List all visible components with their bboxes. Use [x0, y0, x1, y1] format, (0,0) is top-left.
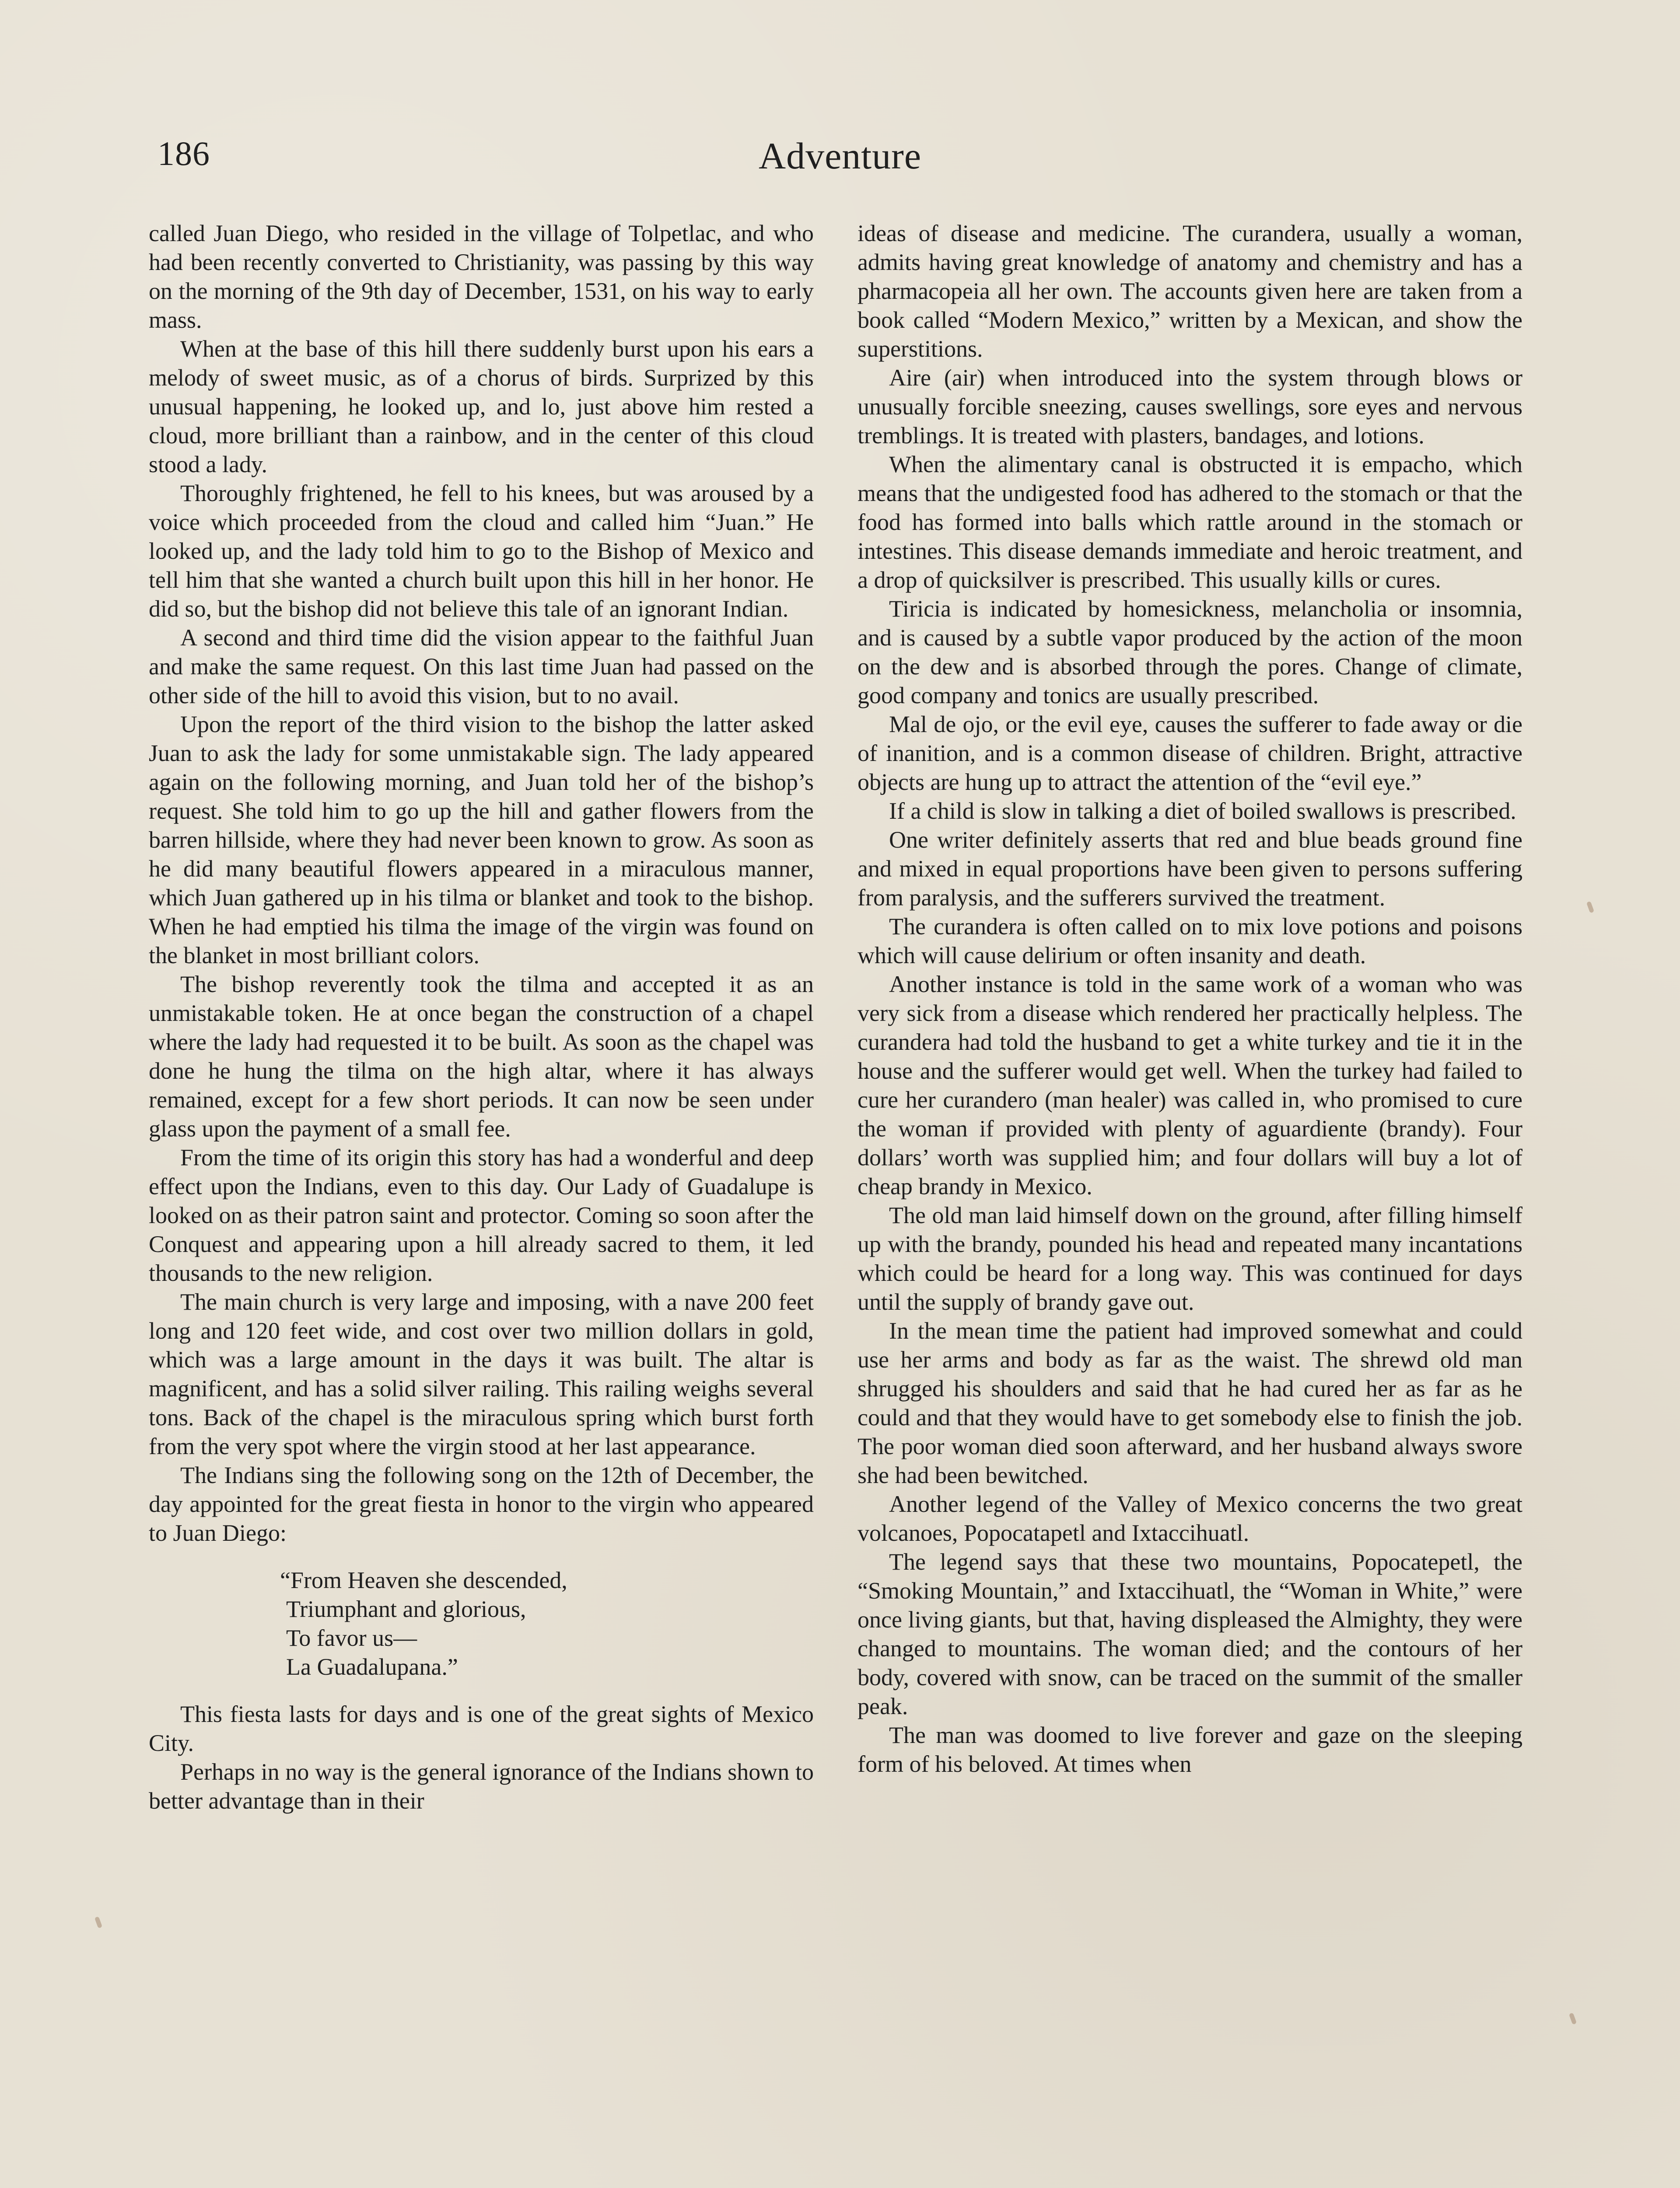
paper-speck: [1569, 2013, 1577, 2025]
poem-line: Triumphant and glorious,: [286, 1596, 526, 1622]
paragraph: The man was doomed to live forever and gaze on the sleeping form of his beloved. At times when: [858, 1722, 1522, 1777]
paragraph: The main church is very large and imposing, with a nave 200 feet long and 120 feet wide, and cost over two million dollars in gold, which was a large amount in the days it was built. The altar is magnificent, and has a solid silver railing. This railing weighs several tons. Back of the chapel is the miraculous spring which burst forth from the very spot where the virgin stood at her last appearance.: [149, 1289, 814, 1459]
paragraph: When the alimentary canal is obstructed it is empacho, which means that the undigested food has adhered to the stomach or that the food has formed into balls which rattle around in the stomach or intestines. This disease demands immediate and heroic treatment, and a drop of quicksilver is prescribed. This usually kills or cures.: [858, 451, 1522, 593]
left-column: [149, 219, 814, 2188]
paragraph: A second and third time did the vision appear to the faithful Juan and make the same request. On this last time Juan had passed on the other side of the hill to avoid this vision, but to no avail.: [149, 624, 814, 708]
paragraph: Upon the report of the third vision to the bishop the latter asked Juan to ask the lady for some unmistakable sign. The lady appeared again on the following morning, and Juan told her of the bishop’s request. She told him to go up the hill and gather flowers from the barren hillside, where they had never been known to grow. As soon as he did many beautiful flowers appeared in a miraculous manner, which Juan gathered up in his tilma or blanket and took to the bishop. When he had emptied his tilma the image of the virgin was found on the blanket in most brilliant colors.: [149, 711, 814, 968]
paragraph: The curandera is often called on to mix love potions and poisons which will cause delirium or often insanity and death.: [858, 913, 1522, 968]
paragraph: Aire (air) when introduced into the system through blows or unusually forcible sneezing, causes swellings, sore eyes and nervous tremblings. It is treated with plasters, bandages, and lotions.: [858, 365, 1522, 449]
paragraph: From the time of its origin this story has had a wonderful and deep effect upon the Indians, even to this day. Our Lady of Guadalupe is looked on as their patron saint and protector. Coming so soon after the Conquest and appearing upon a hill already sacred to them, it led thousands to the new religion.: [149, 1144, 814, 1286]
paper-speck: [1586, 901, 1594, 913]
paragraph: Another instance is told in the same work of a woman who was very sick from a disease which rendered her practically helpless. The curandera had told the husband to get a white turkey and tie it in the house and the sufferer would get well. When the turkey had failed to cure her curandero (man healer) was called in, who promised to cure the woman if provided with plenty of aguardiente (brandy). Four dollars’ worth was supplied him; and four dollars will buy a lot of cheap brandy in Mexico.: [858, 971, 1522, 1199]
paragraph: called Juan Diego, who resided in the village of Tolpetlac, and who had been recently converted to Christianity, was passing by this way on the morning of the 9th day of December, 1531, on his way to early mass.: [149, 220, 814, 333]
paragraph: If a child is slow in talking a diet of boiled swallows is prescribed.: [889, 798, 1516, 824]
poem-line: To favor us—: [286, 1625, 417, 1651]
poem: [280, 1566, 814, 1681]
paragraph: The bishop reverently took the tilma and accepted it as an unmistakable token. He at once began the construction of a chapel where the lady had requested it to be built. As soon as the chapel was done he hung the tilma on the high altar, where it has always remained, except for a few short periods. It can now be seen under glass upon the payment of a small fee.: [149, 971, 814, 1142]
paragraph: Mal de ojo, or the evil eye, causes the sufferer to fade away or die of inanition, and is a common disease of children. Bright, attractive objects are hung up to attract the attention of the “evil eye.”: [858, 711, 1522, 795]
paper-speck: [94, 1916, 102, 1929]
paragraph: This fiesta lasts for days and is one of the great sights of Mexico City.: [149, 1701, 814, 1756]
running-title: Adventure: [759, 135, 921, 177]
paragraph: In the mean time the patient had improved somewhat and could use her arms and body as far as the waist. The shrewd old man shrugged his shoulders and said that he had cured her as far as he could and that they would have to get somebody else to finish the job. The poor woman died soon afterward, and her husband always swore she had been bewitched.: [858, 1318, 1522, 1488]
page-number: 186: [158, 134, 210, 172]
paragraph: Perhaps in no way is the general ignorance of the Indians shown to better advantage than in their: [149, 1759, 814, 1814]
paragraph: Thoroughly frightened, he fell to his knees, but was aroused by a voice which proceeded from the cloud and called him “Juan.” He looked up, and the lady told him to go to the Bishop of Mexico and tell him that she wanted a church built upon this hill in her honor. He did so, but the bishop did not believe this tale of an ignorant Indian.: [149, 480, 814, 622]
poem-line: “From Heaven she descended,: [280, 1567, 567, 1593]
paragraph: ideas of disease and medicine. The curandera, usually a woman, admits having great knowledge of anatomy and chemistry and has a pharmacopeia all her own. The accounts given here are taken from a book called “Modern Mexico,” written by a Mexican, and show the superstitions.: [858, 220, 1522, 362]
paragraph: The legend says that these two mountains, Popocatepetl, the “Smoking Mountain,” and Ixtaccihuatl, the “Woman in White,” were once living giants, but that, having displeased the Almighty, they were changed to mountains. The woman died; and the contours of her body, covered with snow, can be traced on the summit of the smaller peak.: [858, 1549, 1522, 1719]
right-column: [858, 219, 1522, 2188]
paragraph: When at the base of this hill there suddenly burst upon his ears a melody of sweet music, as of a chorus of birds. Surprized by this unusual happening, he looked up, and lo, just above him rested a cloud, more brilliant than a rainbow, and in the center of this cloud stood a lady.: [149, 336, 814, 477]
paragraph: Tiricia is indicated by homesickness, melancholia or insomnia, and is caused by a subtle vapor produced by the action of the moon on the dew and is absorbed through the pores. Change of climate, good company and tonics are usually prescribed.: [858, 596, 1522, 708]
paragraph: One writer definitely asserts that red and blue beads ground fine and mixed in equal proportions have been given to persons suffering from paralysis, and the sufferers survived the treatment.: [858, 827, 1522, 911]
page-header: [158, 134, 1522, 182]
paragraph: The old man laid himself down on the ground, after filling himself up with the brandy, pounded his head and repeated many incantations which could be heard for a long way. This was continued for days until the supply of brandy gave out.: [858, 1202, 1522, 1315]
paragraph: The Indians sing the following song on the 12th of December, the day appointed for the great fiesta in honor to the virgin who appeared to Juan Diego:: [149, 1462, 814, 1546]
poem-line: La Guadalupana.”: [286, 1654, 458, 1680]
paragraph: Another legend of the Valley of Mexico concerns the two great volcanoes, Popocatapetl and Ixtaccihuatl.: [858, 1491, 1522, 1546]
article-columns: [149, 219, 1531, 2188]
